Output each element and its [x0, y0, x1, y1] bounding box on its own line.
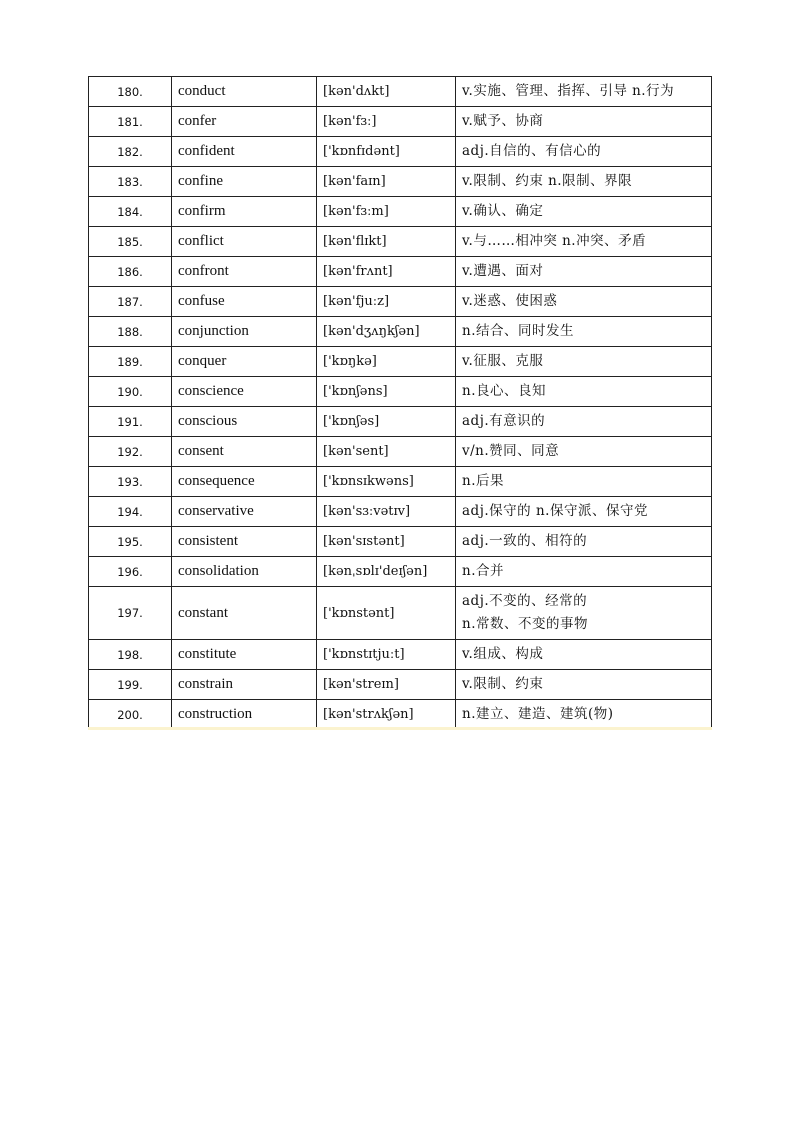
entry-meaning	[456, 670, 712, 700]
entry-phonetic: [kən'sɜːvətɪv]	[317, 497, 456, 527]
entry-number: 198.	[89, 640, 172, 670]
vocab-row	[89, 467, 712, 497]
entry-phonetic: ['kɒnʃəs]	[317, 407, 456, 437]
vocab-row	[89, 227, 712, 257]
entry-number: 195.	[89, 527, 172, 557]
entry-phonetic: ['kɒnstɪtjuːt]	[317, 640, 456, 670]
meaning-line: n.结合、同时发生	[462, 323, 574, 339]
meaning-line: v.遭遇、面对	[462, 263, 544, 279]
entry-phonetic: ['kɒŋkə]	[317, 347, 456, 377]
meaning-line: v.迷惑、使困惑	[462, 293, 558, 309]
entry-meaning	[456, 287, 712, 317]
meaning-line: adj.不变的、经常的	[462, 593, 588, 609]
entry-phonetic: [kən'dʌkt]	[317, 77, 456, 107]
meaning-line: v.赋予、协商	[462, 113, 544, 129]
entry-word: consent	[172, 437, 317, 467]
vocab-row	[89, 700, 712, 730]
entry-meaning	[456, 197, 712, 227]
meaning-line: v.征服、克服	[462, 353, 544, 369]
entry-meaning	[456, 137, 712, 167]
entry-phonetic: [kən'strʌkʃən]	[317, 700, 456, 730]
meaning-line: v.组成、构成	[462, 646, 544, 662]
meaning-line: v/n.赞同、同意	[462, 443, 560, 459]
meaning-line: n.后果	[462, 473, 504, 489]
entry-phonetic: [kən'fɜː]	[317, 107, 456, 137]
entry-meaning	[456, 437, 712, 467]
meaning-line: n.良心、良知	[462, 383, 546, 399]
entry-word: conflict	[172, 227, 317, 257]
vocab-row	[89, 167, 712, 197]
entry-phonetic: ['kɒnʃəns]	[317, 377, 456, 407]
entry-meaning	[456, 167, 712, 197]
vocabulary-table	[88, 76, 712, 730]
vocab-row	[89, 587, 712, 640]
meaning-line: v.实施、管理、指挥、引导 n.行为	[462, 83, 675, 99]
entry-phonetic: [kən'frʌnt]	[317, 257, 456, 287]
entry-word: confident	[172, 137, 317, 167]
entry-phonetic: [kən'streɪn]	[317, 670, 456, 700]
entry-word: conscience	[172, 377, 317, 407]
entry-meaning	[456, 640, 712, 670]
meaning-line: adj.保守的 n.保守派、保守党	[462, 503, 648, 519]
meaning-line: v.确认、确定	[462, 203, 544, 219]
entry-phonetic: ['kɒnsɪkwəns]	[317, 467, 456, 497]
entry-number: 187.	[89, 287, 172, 317]
vocab-row	[89, 257, 712, 287]
entry-word: constitute	[172, 640, 317, 670]
entry-meaning	[456, 107, 712, 137]
entry-phonetic: [kən'fjuːz]	[317, 287, 456, 317]
entry-word: conquer	[172, 347, 317, 377]
entry-number: 182.	[89, 137, 172, 167]
entry-word: confuse	[172, 287, 317, 317]
entry-number: 181.	[89, 107, 172, 137]
entry-word: confront	[172, 257, 317, 287]
entry-number: 196.	[89, 557, 172, 587]
entry-meaning	[456, 527, 712, 557]
entry-phonetic: [kən'sent]	[317, 437, 456, 467]
vocabulary-table-body	[89, 77, 712, 730]
entry-number: 185.	[89, 227, 172, 257]
entry-word: conduct	[172, 77, 317, 107]
entry-meaning	[456, 77, 712, 107]
entry-meaning	[456, 467, 712, 497]
highlight-strip	[88, 727, 712, 730]
meaning-line: adj.有意识的	[462, 413, 546, 429]
entry-number: 200.	[89, 700, 172, 730]
entry-word: consequence	[172, 467, 317, 497]
entry-number: 188.	[89, 317, 172, 347]
entry-word: constrain	[172, 670, 317, 700]
vocab-row	[89, 670, 712, 700]
meaning-line: v.限制、约束	[462, 676, 544, 692]
vocab-row	[89, 557, 712, 587]
entry-phonetic: [kən'dʒʌŋkʃən]	[317, 317, 456, 347]
meaning-line: n.合并	[462, 563, 504, 579]
meaning-line: v.限制、约束 n.限制、界限	[462, 173, 633, 189]
entry-word: confirm	[172, 197, 317, 227]
vocab-row	[89, 77, 712, 107]
vocab-row	[89, 197, 712, 227]
entry-word: conscious	[172, 407, 317, 437]
entry-word: confer	[172, 107, 317, 137]
entry-phonetic: [kən'flɪkt]	[317, 227, 456, 257]
entry-phonetic: [kən'sɪstənt]	[317, 527, 456, 557]
vocab-row	[89, 407, 712, 437]
entry-phonetic: [kən'fɜːm]	[317, 197, 456, 227]
meaning-line: n.常数、不变的事物	[462, 616, 588, 632]
vocab-row	[89, 437, 712, 467]
entry-meaning	[456, 227, 712, 257]
entry-number: 184.	[89, 197, 172, 227]
vocab-row	[89, 527, 712, 557]
entry-number: 192.	[89, 437, 172, 467]
entry-number: 189.	[89, 347, 172, 377]
vocab-row	[89, 107, 712, 137]
entry-word: consolidation	[172, 557, 317, 587]
entry-number: 191.	[89, 407, 172, 437]
entry-number: 183.	[89, 167, 172, 197]
entry-meaning	[456, 257, 712, 287]
entry-number: 193.	[89, 467, 172, 497]
vocab-row	[89, 317, 712, 347]
meaning-line: n.建立、建造、建筑(物)	[462, 706, 614, 722]
entry-phonetic: [kənˌsɒlɪ'deɪʃən]	[317, 557, 456, 587]
entry-meaning	[456, 377, 712, 407]
entry-phonetic: [kən'faɪn]	[317, 167, 456, 197]
vocab-row	[89, 287, 712, 317]
entry-word: confine	[172, 167, 317, 197]
entry-word: construction	[172, 700, 317, 730]
vocab-row	[89, 497, 712, 527]
entry-word: consistent	[172, 527, 317, 557]
entry-number: 197.	[89, 587, 172, 640]
entry-phonetic: ['kɒnstənt]	[317, 587, 456, 640]
entry-number: 190.	[89, 377, 172, 407]
entry-meaning	[456, 347, 712, 377]
entry-word: constant	[172, 587, 317, 640]
vocab-row	[89, 640, 712, 670]
entry-meaning	[456, 317, 712, 347]
vocab-row	[89, 137, 712, 167]
entry-meaning	[456, 700, 712, 730]
entry-word: conservative	[172, 497, 317, 527]
entry-meaning	[456, 497, 712, 527]
entry-meaning	[456, 407, 712, 437]
meaning-line: adj.自信的、有信心的	[462, 143, 602, 159]
entry-number: 180.	[89, 77, 172, 107]
entry-number: 186.	[89, 257, 172, 287]
entry-phonetic: ['kɒnfɪdənt]	[317, 137, 456, 167]
entry-word: conjunction	[172, 317, 317, 347]
meaning-line: v.与……相冲突 n.冲突、矛盾	[462, 233, 647, 249]
entry-meaning	[456, 557, 712, 587]
meaning-line: adj.一致的、相符的	[462, 533, 588, 549]
entry-meaning	[456, 587, 712, 640]
entry-number: 194.	[89, 497, 172, 527]
entry-number: 199.	[89, 670, 172, 700]
vocab-row	[89, 377, 712, 407]
vocab-row	[89, 347, 712, 377]
